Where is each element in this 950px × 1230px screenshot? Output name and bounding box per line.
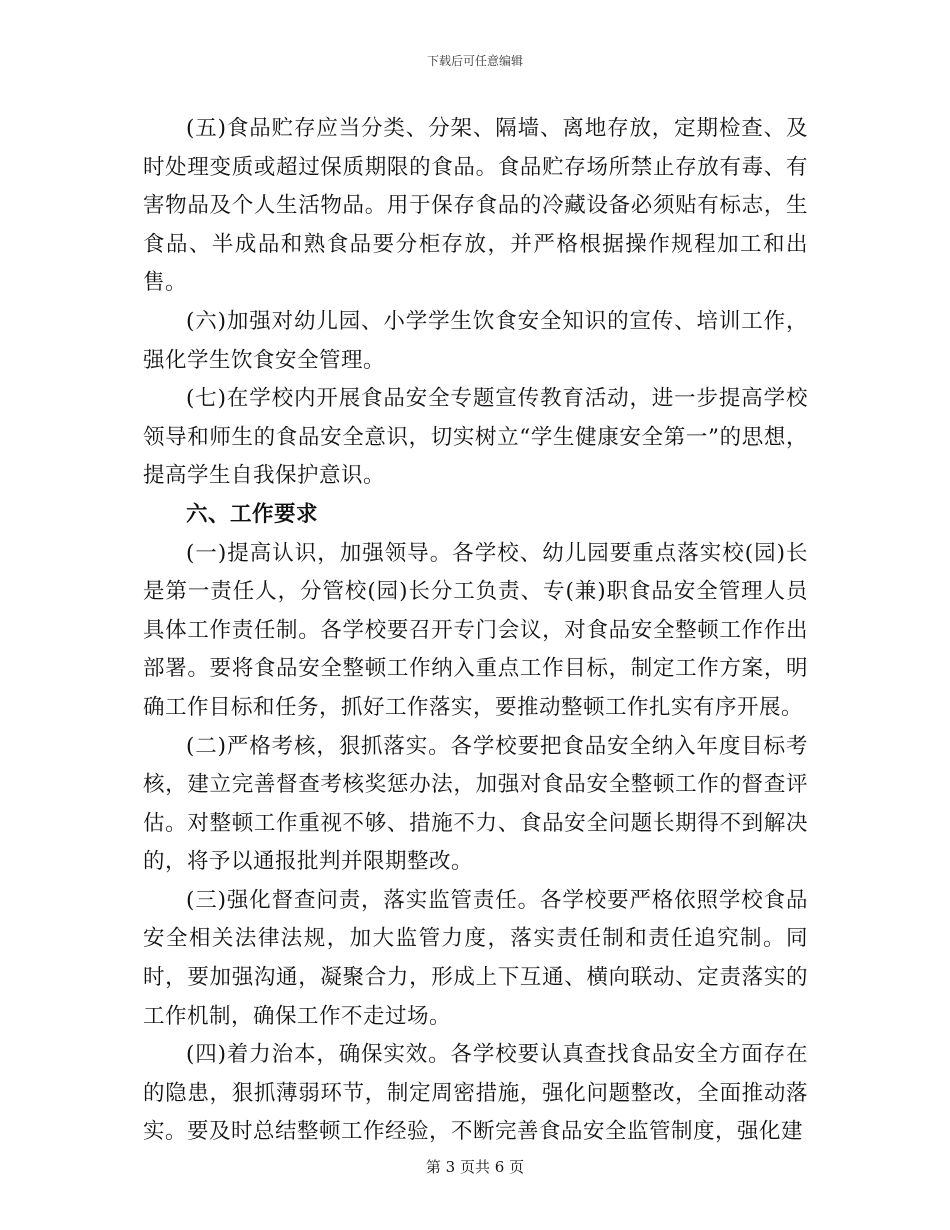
paragraph-safety-campaign: (七)在学校内开展食品安全专题宣传教育活动，进一步提高学校领导和师生的食品安全意识，切实树立“学生健康安全第一”的思想，提高学生自我保护意识。 [143,386,808,489]
paragraph-supervision: (三)强化督查问责，落实监管责任。各学校要严格依照学校食品安全相关法律法规，加大监管力度，落实责任制和责任追究制。同时，要加强沟通，凝聚合力，形成上下互通、横向联动、定责落实的工作机制，确保工作不走过场。 [143,887,808,1029]
section-heading-work-requirements: 六、工作要求 [186,501,319,527]
paragraph-effectiveness: (四)着力治本，确保实效。各学校要认真查找食品安全方面存在的隐患，狠抓薄弱环节，制定周密措施，强化问题整改，全面推动落实。要及时总结整顿工作经验，不断完善食品安全监管制度，强化建 [143,1042,808,1145]
page-header: 下载后可任意编辑 [426,54,523,68]
paragraph-assessment: (二)严格考核，狠抓落实。各学校要把食品安全纳入年度目标考核，建立完善督查考核奖惩办法，加强对食品安全整顿工作的督查评估。对整顿工作重视不够、措施不力、食品安全问题长期得不到解决的，将予以通报批判并限期整改。 [143,733,808,875]
page-number: 第 3 页共 6 页 [425,1158,525,1176]
paragraph-leadership: (一)提高认识，加强领导。各学校、幼儿园要重点落实校(园)长是第一责任人，分管校(园)长分工负责、专(兼)职食品安全管理人员具体工作责任制。各学校要召开专门会议，对食品安全整顿工作作出部署。要将食品安全整顿工作纳入重点工作目标，制定工作方案，明确工作目标和任务，抓好工作落实，要推动整顿工作扎实有序开展。 [143,540,808,720]
document-body [143,110,808,1152]
paragraph-food-storage: (五)食品贮存应当分类、分架、隔墙、离地存放，定期检查、及时处理变质或超过保质期限的食品。食品贮存场所禁止存放有毒、有害物品及个人生活物品。用于保存食品的冷藏设备必须贴有标志，生食品、半成品和熟食品要分柜存放，并严格根据操作规程加工和出售。 [143,116,808,296]
paragraph-student-education: (六)加强对幼儿园、小学学生饮食安全知识的宣传、培训工作，强化学生饮食安全管理。 [143,308,808,373]
